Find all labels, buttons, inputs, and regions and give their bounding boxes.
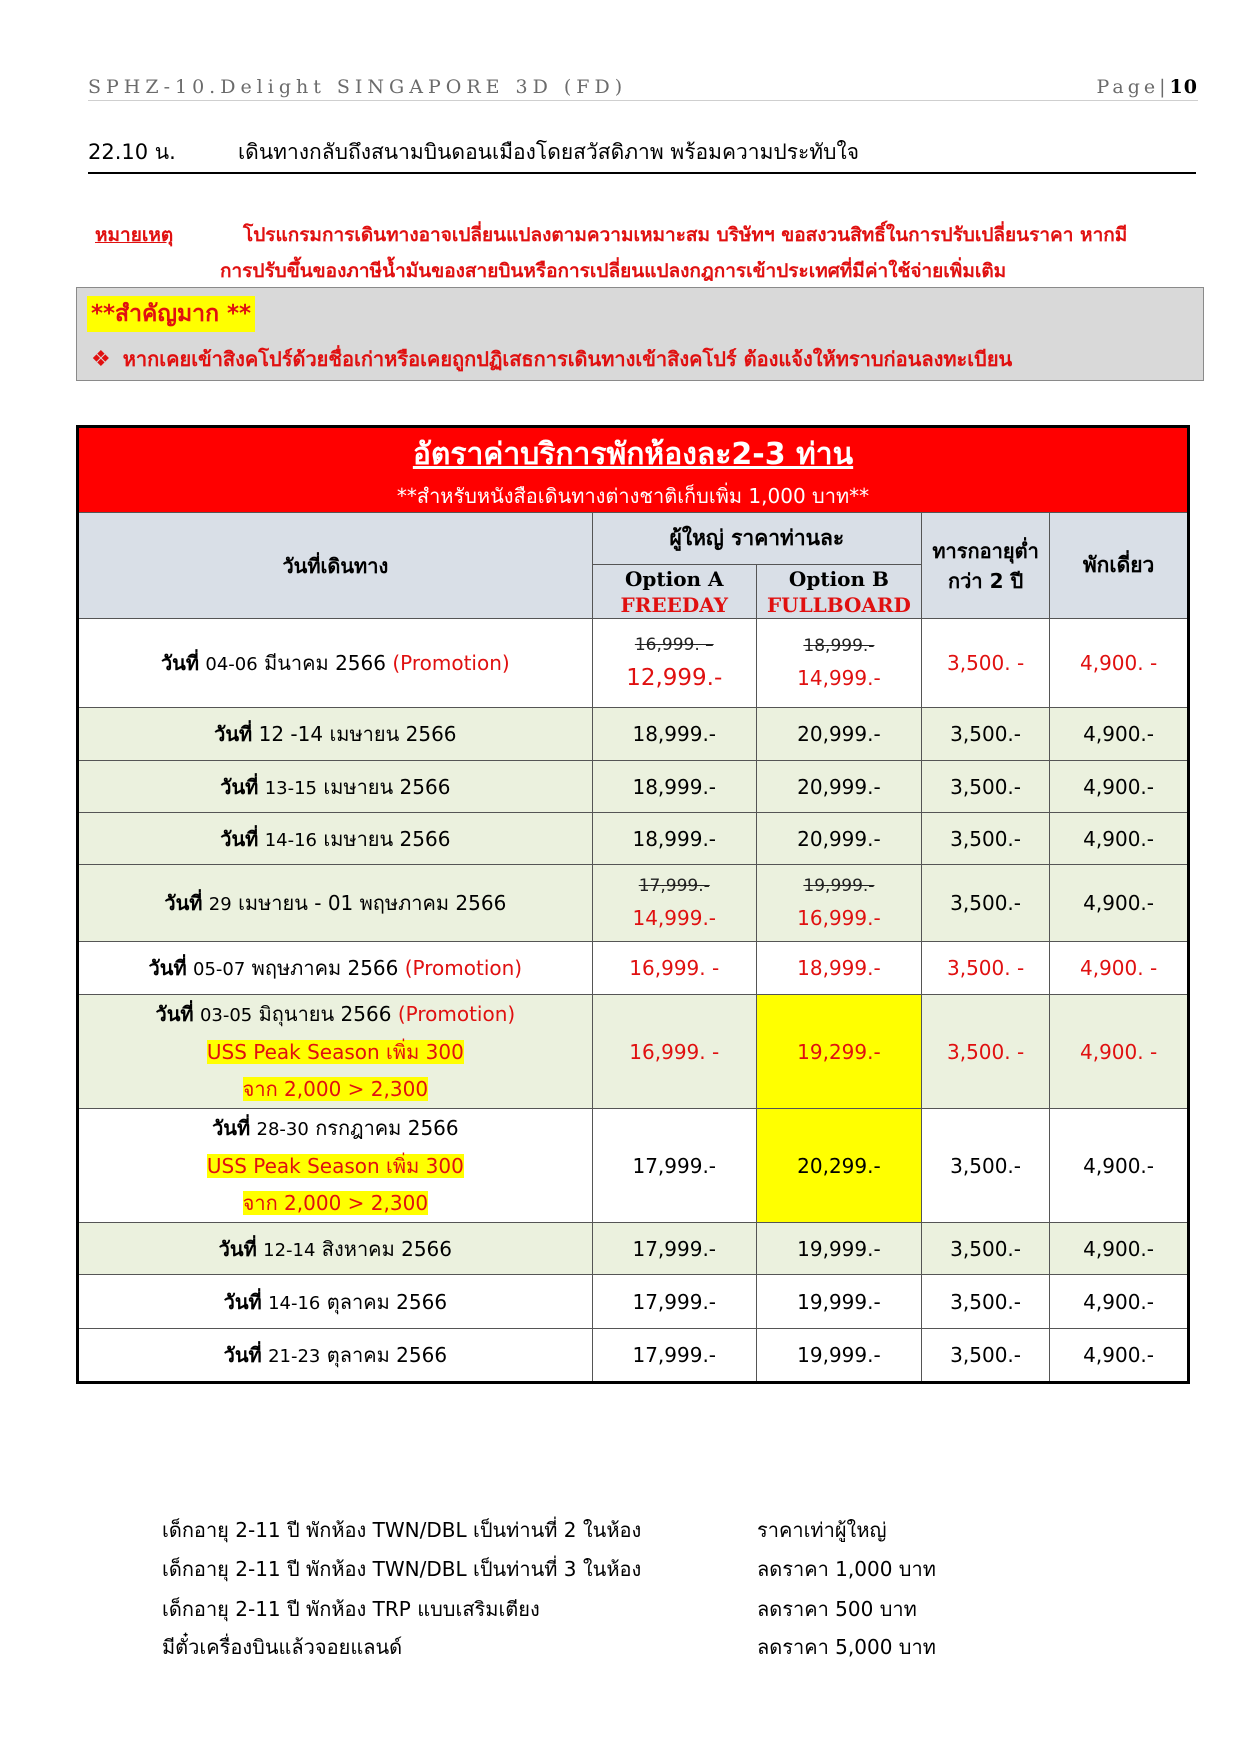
date-range: 13-15: [264, 777, 317, 799]
price-single: 4,900. -: [1050, 942, 1189, 995]
date-prefix: วันที่: [155, 1001, 194, 1026]
promo-tag: (Promotion): [392, 651, 510, 675]
price-single: 4,900.-: [1050, 761, 1189, 813]
note-price: ราคาเท่าผู้ใหญ่: [757, 1518, 887, 1542]
date-month: มีนาคม 2566: [264, 651, 386, 675]
col-header-date: วันที่เดินทาง: [78, 513, 593, 619]
price-infant: 3,500.-: [922, 1275, 1050, 1329]
price-infant: 3,500.-: [922, 865, 1050, 942]
date-month: พฤษภาคม 2566: [251, 956, 399, 980]
price-option-a: 17,999.-: [592, 1329, 756, 1383]
price-single: 4,900. -: [1050, 619, 1189, 708]
schedule-time: 22.10 น.: [88, 140, 176, 164]
schedule-row: [88, 136, 1196, 174]
price-option-a: 17,999.-: [592, 1223, 756, 1275]
price-infant: 3,500.-: [922, 1223, 1050, 1275]
price-option-a: 18,999.-: [592, 813, 756, 865]
note-row: [162, 1631, 1062, 1671]
rates-table: [76, 425, 1190, 1384]
old-price: 18,999.-: [803, 636, 875, 656]
row-date: [78, 708, 593, 761]
schedule-description: เดินทางกลับถึงสนามบินดอนเมืองโดยสวัสดิภาพ พร้อมความประทับใจ: [238, 140, 860, 164]
date-prefix: วันที่: [212, 1115, 251, 1140]
price-option-b: 19,999.-: [756, 1223, 921, 1275]
remark-line-1: โปรแกรมการเดินทางอาจเปลี่ยนแปลงตามความเหมาะสม บริษัทฯ ขอสงวนสิทธิ์ในการปรับเปลี่ยนราคา หากมี: [243, 224, 1128, 246]
date-range: 12-14: [263, 1239, 316, 1261]
date-prefix: วันที่: [223, 1343, 262, 1367]
date-range: 21-23: [268, 1346, 321, 1367]
row-date: [78, 1275, 593, 1329]
note-condition: เด็กอายุ 2-11 ปี พักห้อง TWN/DBL เป็นท่านที่ 2 ในห้อง: [162, 1518, 642, 1542]
table-row: [78, 942, 1189, 995]
note-row: [162, 1514, 1062, 1554]
option-a-label: Option A: [624, 566, 724, 591]
banner-cell: [78, 427, 1189, 513]
price-option-a: 17,999.-: [592, 1109, 756, 1223]
table-row: [78, 995, 1189, 1109]
date-range: 14-16: [268, 1292, 321, 1314]
date-prefix: วันที่: [164, 891, 203, 915]
note-condition: เด็กอายุ 2-11 ปี พักห้อง TRP แบบเสริมเตียง: [162, 1597, 540, 1621]
table-row: [78, 708, 1189, 761]
price-infant: 3,500.-: [922, 1329, 1050, 1383]
price-single: 4,900.-: [1050, 1109, 1189, 1223]
page-number: [1096, 76, 1198, 98]
old-price: 19,999.-: [803, 876, 875, 896]
price-single: 4,900.-: [1050, 813, 1189, 865]
price-infant: 3,500.-: [922, 761, 1050, 813]
price-option-a: 16,999. -: [592, 995, 756, 1109]
table-row: [78, 619, 1189, 708]
date-prefix: วันที่: [214, 722, 253, 746]
price-option-b: 19,999.-: [756, 1329, 921, 1383]
old-price: 17,999.-: [638, 876, 710, 896]
page-label: Page|: [1096, 76, 1170, 98]
price-option-a: 17,999.-: [592, 1275, 756, 1329]
promo-tag: (Promotion): [397, 1001, 516, 1026]
header-row-1: [78, 513, 1189, 565]
important-text: หากเคยเข้าสิงคโปร์ด้วยชื่อเก่าหรือเคยถูกปฏิเสธการเดินทางเข้าสิงคโปร์ ต้องแจ้งให้ทราบก่อนลงทะเบียน: [122, 347, 1013, 371]
price-option-a: 18,999.-: [592, 708, 756, 761]
table-row: [78, 813, 1189, 865]
price-infant: 3,500. -: [922, 942, 1050, 995]
price-option-b: 20,999.-: [756, 708, 921, 761]
document-title: SPHZ-10.Delight SINGAPORE 3D (FD): [88, 76, 628, 98]
date-month: เมษายน 2566: [323, 774, 451, 799]
date-prefix: วันที่: [218, 1236, 257, 1261]
new-price: 12,999.-: [626, 665, 723, 691]
row-date: [78, 1109, 593, 1223]
remark-line-2: การปรับขึ้นของภาษีน้ำมันของสายบินหรือการเปลี่ยนแปลงกฎการเข้าประเทศที่มีค่าใช้จ่ายเพิ่มเติม: [220, 260, 1007, 282]
date-prefix: วันที่: [148, 956, 187, 980]
option-b-sub: FULLBOARD: [766, 592, 911, 617]
option-b-label: Option B: [788, 566, 889, 591]
price-single: 4,900.-: [1050, 708, 1189, 761]
date-range: 03-05: [199, 1004, 253, 1026]
note-price: ลดราคา 1,000 บาท: [757, 1557, 936, 1581]
date-month: เมษายน - 01 พฤษภาคม 2566: [238, 891, 507, 915]
price-infant: 3,500.-: [922, 813, 1050, 865]
row-date: [78, 813, 593, 865]
date-month: ตุลาคม 2566: [326, 1343, 448, 1367]
price-single: 4,900.-: [1050, 1275, 1189, 1329]
date-range: 05-07: [193, 959, 246, 980]
table-row: [78, 1223, 1189, 1275]
note-condition: เด็กอายุ 2-11 ปี พักห้อง TWN/DBL เป็นท่านที่ 3 ในห้อง: [162, 1557, 642, 1581]
old-price: 16,999. –: [634, 635, 714, 655]
price-infant: 3,500.-: [922, 708, 1050, 761]
date-month: เมษายน 2566: [323, 826, 451, 851]
banner-subtitle: **สำหรับหนังสือเดินทางต่างชาติเก็บเพิ่ม 1,000 บาท**: [396, 483, 870, 508]
table-row: [78, 761, 1189, 813]
date-range: 29: [208, 894, 232, 915]
price-option-b: [756, 865, 921, 942]
price-option-b: [756, 619, 921, 708]
row-date: [78, 619, 593, 708]
price-infant: 3,500. -: [922, 995, 1050, 1109]
date-month: กรกฎาคม 2566: [315, 1115, 459, 1140]
price-option-b: 18,999.-: [756, 942, 921, 995]
price-option-a: [592, 865, 756, 942]
col-header-infant: [922, 513, 1050, 619]
price-option-b: 19,999.-: [756, 1275, 921, 1329]
date-month: เมษายน 2566: [329, 722, 457, 746]
col-header-adult: ผู้ใหญ่ ราคาท่านละ: [592, 513, 921, 565]
banner-title: อัตราค่าบริการพักห้องละ2-3 ท่าน: [412, 436, 854, 472]
remark-label: หมายเหตุ: [95, 224, 174, 246]
date-range: 14-16: [264, 829, 317, 851]
table-row: [78, 865, 1189, 942]
col-header-option-b: [756, 565, 921, 619]
price-infant: 3,500.-: [922, 1109, 1050, 1223]
price-single: 4,900. -: [1050, 995, 1189, 1109]
row-date: [78, 942, 593, 995]
row-date: [78, 865, 593, 942]
new-price: 16,999.-: [797, 906, 881, 930]
new-price: 14,999.-: [632, 906, 717, 930]
date-prefix: วันที่: [220, 826, 259, 851]
note-price: ลดราคา 500 บาท: [757, 1597, 917, 1621]
row-date: [78, 1223, 593, 1275]
date-month: สิงหาคม 2566: [321, 1236, 453, 1261]
date-prefix: วันที่: [160, 651, 200, 675]
price-single: 4,900.-: [1050, 1223, 1189, 1275]
note-price: ลดราคา 5,000 บาท: [757, 1635, 936, 1659]
row-date: [78, 761, 593, 813]
important-line: [91, 343, 1012, 375]
col-header-option-a: [592, 565, 756, 619]
infant-line-1: ทารกอายุต่ำ: [932, 538, 1039, 563]
price-option-a: [592, 619, 756, 708]
page-number-value: 10: [1169, 76, 1198, 98]
table-row: [78, 1329, 1189, 1383]
rates-banner: [78, 427, 1189, 513]
price-option-b: 20,999.-: [756, 813, 921, 865]
new-price: 14,999.-: [797, 666, 881, 690]
note-row: [162, 1593, 1062, 1633]
col-header-single: พักเดี่ยว: [1050, 513, 1189, 619]
table-row: [78, 1109, 1189, 1223]
price-option-b: 20,999.-: [756, 761, 921, 813]
price-option-b: 20,299.-: [756, 1109, 921, 1223]
peak-season-note: USS Peak Season เพิ่ม 300: [206, 1039, 464, 1064]
price-option-a: 16,999. -: [592, 942, 756, 995]
table-row: [78, 1275, 1189, 1329]
date-month: มิถุนายน 2566: [258, 1001, 392, 1026]
note-condition: มีตั๋วเครื่องบินแล้วจอยแลนด์: [162, 1635, 403, 1659]
price-option-a: 18,999.-: [592, 761, 756, 813]
date-prefix: วันที่: [223, 1289, 262, 1314]
row-date: [78, 1329, 593, 1383]
page-header: [88, 76, 1198, 101]
price-option-b: 19,299.-: [756, 995, 921, 1109]
important-title: **สำคัญมาก **: [87, 296, 255, 332]
diamond-bullet-icon: ❖: [91, 347, 111, 372]
note-row: [162, 1553, 1062, 1593]
date-range: 28-30: [256, 1118, 309, 1140]
date-range: 04-06: [205, 654, 258, 675]
infant-line-2: กว่า 2 ปี: [948, 568, 1024, 593]
price-single: 4,900.-: [1050, 1329, 1189, 1383]
date-prefix: วันที่: [220, 774, 259, 799]
row-date: [78, 995, 593, 1109]
important-notice-box: [76, 287, 1204, 381]
peak-season-change: จาก 2,000 > 2,300: [242, 1076, 429, 1101]
date-range: 12 -14: [258, 722, 324, 746]
price-infant: 3,500. -: [922, 619, 1050, 708]
option-a-sub: FREEDAY: [620, 592, 728, 617]
peak-season-change: จาก 2,000 > 2,300: [242, 1190, 429, 1215]
promo-tag: (Promotion): [404, 956, 523, 980]
peak-season-note: USS Peak Season เพิ่ม 300: [206, 1153, 464, 1178]
price-single: 4,900.-: [1050, 865, 1189, 942]
date-month: ตุลาคม 2566: [326, 1289, 448, 1314]
